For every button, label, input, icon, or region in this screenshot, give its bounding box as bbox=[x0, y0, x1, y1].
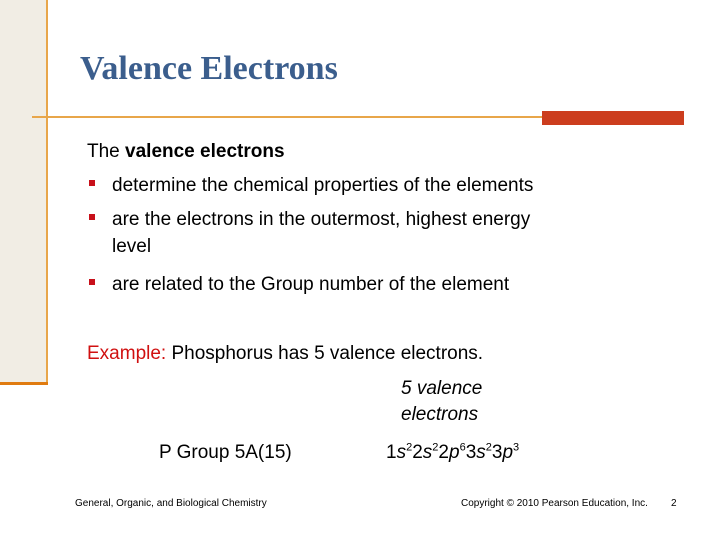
title-divider bbox=[32, 116, 542, 118]
group-label: P Group 5A(15) bbox=[159, 442, 292, 463]
example-line bbox=[87, 342, 483, 366]
config-exponent: 6 bbox=[459, 441, 466, 454]
bullet-item-continuation: level bbox=[112, 236, 152, 257]
config-exponent: 3 bbox=[513, 441, 520, 454]
config-exponent: 2 bbox=[406, 441, 413, 454]
config-exponent: 2 bbox=[485, 441, 492, 454]
config-exponent: 2 bbox=[432, 441, 439, 454]
bullet-square-icon bbox=[89, 180, 95, 186]
config-coefficient: 1 bbox=[386, 442, 397, 463]
config-orbital: s bbox=[396, 442, 407, 463]
config-orbital: p bbox=[448, 442, 460, 463]
bullet-item: determine the chemical properties of the elements bbox=[112, 175, 534, 196]
bullet-square-icon bbox=[89, 214, 95, 220]
config-coefficient: 2 bbox=[412, 442, 423, 463]
footer-course-title: General, Organic, and Biological Chemistry bbox=[75, 498, 267, 509]
left-panel-bottom-rule bbox=[0, 382, 48, 385]
left-panel-border bbox=[46, 0, 48, 385]
example-text: Phosphorus has 5 valence electrons. bbox=[166, 343, 484, 364]
config-orbital: p bbox=[502, 442, 514, 463]
left-decorative-panel bbox=[0, 0, 48, 385]
footer-copyright: Copyright © 2010 Pearson Education, Inc. bbox=[461, 498, 648, 509]
electron-configuration bbox=[386, 441, 519, 465]
config-coefficient: 3 bbox=[465, 442, 477, 463]
intro-bold-term: valence electrons bbox=[125, 141, 285, 162]
example-label: Example: bbox=[87, 343, 167, 364]
intro-line bbox=[87, 140, 285, 164]
bullet-square-icon bbox=[89, 279, 95, 285]
annotation-line-1: 5 valence bbox=[401, 378, 483, 399]
annotation-line-2: electrons bbox=[401, 404, 479, 425]
bullet-item: are the electrons in the outermost, highest energy bbox=[112, 209, 531, 230]
config-coefficient: 3 bbox=[491, 442, 503, 463]
config-coefficient: 2 bbox=[438, 442, 449, 463]
slide-title: Valence Electrons bbox=[80, 50, 338, 87]
bullet-item: are related to the Group number of the element bbox=[112, 274, 510, 295]
config-orbital: s bbox=[422, 442, 433, 463]
title-accent-box bbox=[542, 111, 684, 125]
footer-page-number: 2 bbox=[671, 498, 677, 509]
intro-prefix: The bbox=[87, 141, 126, 162]
config-orbital: s bbox=[476, 442, 486, 463]
